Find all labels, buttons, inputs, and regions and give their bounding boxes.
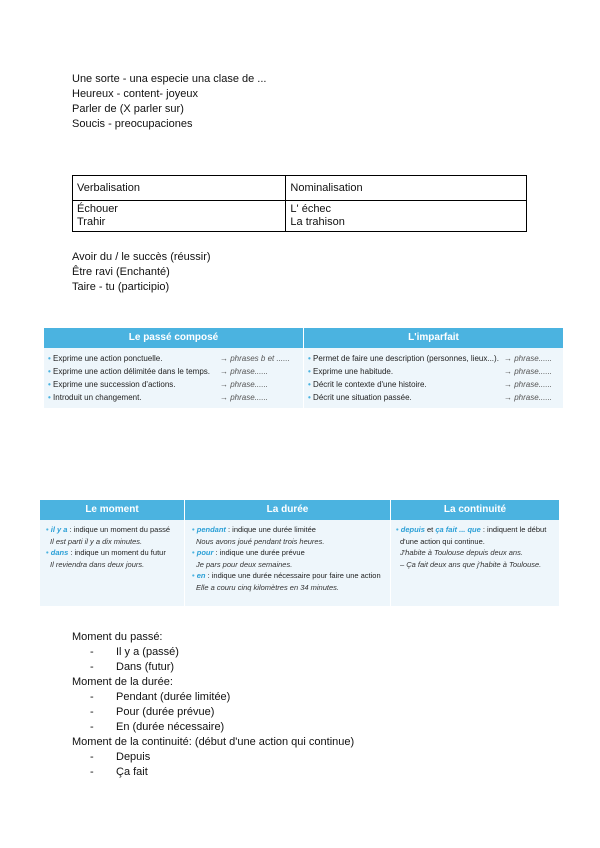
summary-item: - Pour (durée prévue) [90, 706, 215, 718]
pc-item: • Introduit un changement. [48, 393, 142, 402]
noun: L' échec [290, 203, 332, 215]
table-header-verbalisation: Verbalisation [73, 176, 286, 201]
summary-item: - Il y a (passé) [90, 646, 179, 658]
moment-header: Le moment [40, 500, 184, 520]
pc-phrase: → phrases b et ...... [220, 354, 290, 363]
vocab-line: Heureux - content- joyeux [72, 88, 198, 100]
pc-item: • Exprime une action délimitée dans le temps. [48, 367, 211, 376]
imp-item: • Permet de faire une description (personnes, lieux...). [308, 354, 499, 363]
table-cell-nouns [286, 201, 527, 232]
pc-item: • Exprime une action ponctuelle. [48, 354, 163, 363]
verb: Trahir [77, 216, 106, 228]
table-header-nominalisation: Nominalisation [286, 176, 527, 201]
tenses-chart [44, 328, 563, 408]
summary-item: - Ça fait [90, 766, 148, 778]
summary-item: - Pendant (durée limitée) [90, 691, 231, 703]
column-divider [390, 500, 391, 606]
pc-item: • Exprime une succession d'actions. [48, 380, 176, 389]
summary-heading: Moment de la durée: [72, 676, 173, 688]
summary-notes [72, 630, 354, 780]
imp-item: • Décrit une situation passée. [308, 393, 412, 402]
duree-header: La durée [185, 500, 390, 520]
imp-phrase: → phrase...... [504, 354, 553, 363]
imp-item: • Décrit le contexte d'une histoire. [308, 380, 427, 389]
phrase-list [72, 250, 211, 295]
summary-heading: Moment du passé: [72, 631, 163, 643]
phrase-line: Avoir du / le succès (réussir) [72, 251, 211, 263]
pc-phrase: → phrase...... [220, 380, 269, 389]
imp-phrase: → phrase...... [504, 380, 553, 389]
imp-phrase: → phrase...... [504, 393, 553, 402]
table-cell-verbs [73, 201, 286, 232]
verb: Échouer [77, 203, 118, 215]
summary-item: - Dans (futur) [90, 661, 175, 673]
column-divider [184, 500, 185, 606]
passe-compose-header: Le passé composé [44, 328, 303, 348]
imp-item: • Exprime une habitude. [308, 367, 394, 376]
vocab-line: Parler de (X parler sur) [72, 103, 184, 115]
noun: La trahison [290, 216, 345, 228]
vocab-line: Une sorte - una especie una clase de ... [72, 73, 267, 85]
pc-phrase: → phrase...... [220, 393, 269, 402]
pc-phrase: → phrase...... [220, 367, 269, 376]
phrase-line: Être ravi (Enchanté) [72, 266, 170, 278]
vocab-list [72, 72, 266, 132]
vocab-line: Soucis - preocupaciones [72, 118, 193, 130]
duree-column: • pendant : indique une durée limitée Nous avons joué pendant trois heures. • pour : indique une durée prévue Je pars pour deux semaines. • en : indique une durée nécessaire pour faire une action Elle a couru cinq kilomètres en 34 minutes. [192, 525, 381, 592]
summary-heading: Moment de la continuité: (début d'une action qui continue) [72, 736, 355, 748]
column-divider [303, 328, 304, 408]
phrase-line: Taire - tu (participio) [72, 281, 170, 293]
verb-noun-table [72, 175, 527, 232]
moment-column: • il y a : indique un moment du passé Il est parti il y a dix minutes. • dans : indique un moment du futur Il reviendra dans deux jours. [46, 525, 170, 569]
continuite-header: La continuité [391, 500, 559, 520]
time-expressions-chart [40, 500, 559, 606]
summary-item: - En (durée nécessaire) [90, 721, 225, 733]
imparfait-header: L'imparfait [304, 328, 563, 348]
continuite-column: • depuis et ça fait ... que : indiquent le début d'une action qui continue. J'habite à Toulouse depuis deux ans. – Ça fait deux ans que j'habite à Toulouse. [396, 525, 547, 569]
imp-phrase: → phrase...... [504, 367, 553, 376]
summary-item: - Depuis [90, 751, 151, 763]
